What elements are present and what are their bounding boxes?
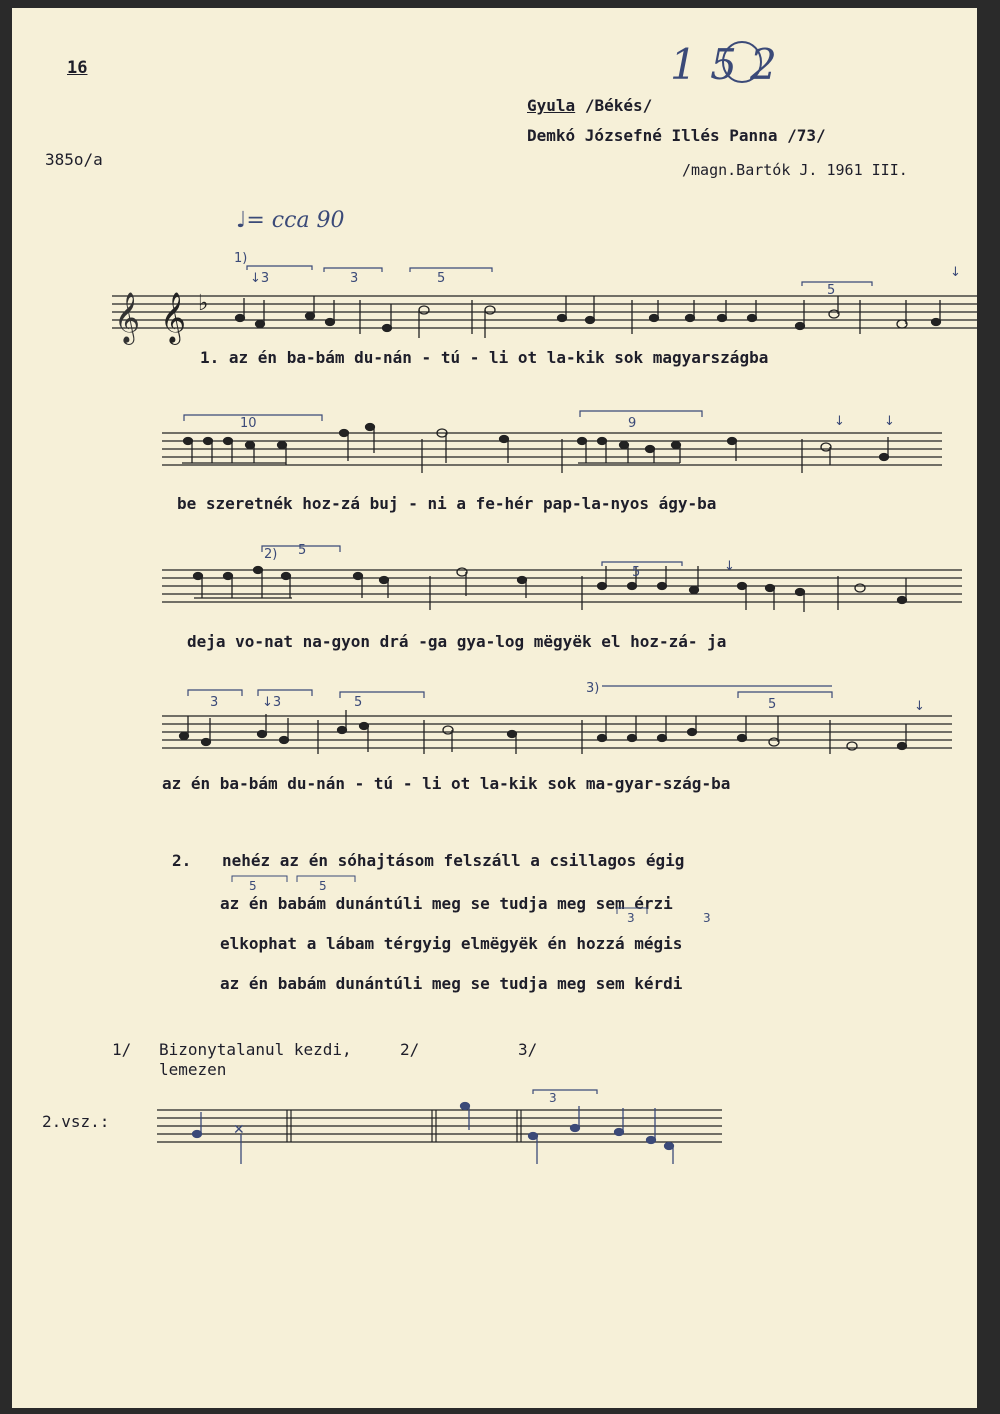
svg-text:3: 3 (703, 911, 711, 925)
verse-2-number: 2. (172, 851, 192, 870)
staff-1 (112, 248, 977, 358)
tempo-marking: ♩= cca 90 (236, 208, 345, 233)
staff-2 (162, 403, 942, 493)
svg-text:↓: ↓ (914, 699, 925, 714)
svg-text:3: 3 (549, 1091, 557, 1105)
svg-text:3: 3 (350, 271, 359, 286)
svg-text:5: 5 (632, 565, 641, 580)
singer: Demkó Józsefné Illés Panna /73/ (527, 126, 826, 145)
lyrics-line-2: be szeretnék hoz-zá buj - ni a fe-hér pap-la-nyos ágy-ba (177, 494, 717, 513)
svg-text:↓: ↓ (724, 559, 735, 574)
svg-text:5: 5 (249, 879, 257, 893)
footnote-1-marker: 1/ (112, 1040, 132, 1059)
lyrics-line-1: 1. az én ba-bám du-nán - tú - li ot la-kik sok magyarszágba (200, 348, 769, 367)
staff-4 (162, 676, 952, 766)
svg-text:𝄞: 𝄞 (114, 292, 141, 343)
svg-text:↓3: ↓3 (262, 695, 282, 710)
svg-text:5: 5 (354, 695, 363, 710)
footnote-2-marker: 2/ (400, 1040, 420, 1059)
circle-mark-icon (717, 38, 767, 88)
svg-text:5: 5 (298, 543, 307, 558)
svg-text:5: 5 (319, 879, 327, 893)
svg-text:3: 3 (627, 911, 635, 925)
variant-label: 2.vsz.: (42, 1112, 110, 1131)
lyrics-line-3: deja vo-nat na-gyon drá -ga gya-log mëgyëk el hoz-zá- ja (187, 632, 727, 651)
verse-pencil-marks (227, 870, 787, 930)
page-number: 16 (67, 58, 88, 78)
variant-staff (157, 1088, 722, 1168)
svg-text:↓: ↓ (884, 414, 895, 429)
document-page (12, 8, 977, 1408)
verse-2-line-4: az én babám dunántúli meg se tudja meg sem kérdi (220, 974, 683, 993)
svg-text:1): 1) (234, 251, 248, 266)
svg-text:↓: ↓ (950, 265, 961, 280)
svg-text:✕: ✕ (233, 1122, 245, 1138)
svg-text:10: 10 (240, 416, 257, 431)
footnote-3-marker: 3/ (518, 1040, 538, 1059)
svg-text:5: 5 (768, 697, 777, 712)
catalog-number: 385o/a (45, 150, 103, 169)
recording-info: /magn.Bartók J. 1961 III. (682, 161, 908, 179)
svg-text:↓: ↓ (834, 414, 845, 429)
svg-text:9: 9 (628, 416, 637, 431)
place: Gyula (527, 96, 576, 115)
svg-text:♭: ♭ (198, 291, 209, 316)
verse-2-line-2: az én babám dunántúli meg se tudja meg sem érzi (220, 894, 673, 913)
svg-text:𝄞: 𝄞 (160, 292, 187, 343)
staff-3 (162, 536, 962, 626)
verse-2-line-3: elkophat a lábam térgyig elmëgyëk én hozzá mégis (220, 934, 683, 953)
svg-text:5: 5 (827, 283, 836, 298)
lyrics-line-4: az én ba-bám du-nán - tú - li ot la-kik sok ma-gyar-szág-ba (162, 774, 731, 793)
verse-2-line-1: nehéz az én sóhajtásom felszáll a csillagos égig (222, 851, 685, 870)
svg-text:5: 5 (437, 271, 446, 286)
handwritten-id: 1 5 2 (670, 40, 777, 89)
county: /Békés/ (584, 96, 653, 115)
svg-text:3): 3) (586, 681, 600, 696)
svg-text:2): 2) (264, 547, 278, 562)
footnote-1-text: Bizonytalanul kezdi, (159, 1040, 352, 1059)
footnote-1-text-continued: lemezen (159, 1060, 227, 1079)
svg-text:↓3: ↓3 (250, 271, 270, 286)
place-line (527, 96, 652, 115)
svg-text:3: 3 (210, 695, 219, 710)
